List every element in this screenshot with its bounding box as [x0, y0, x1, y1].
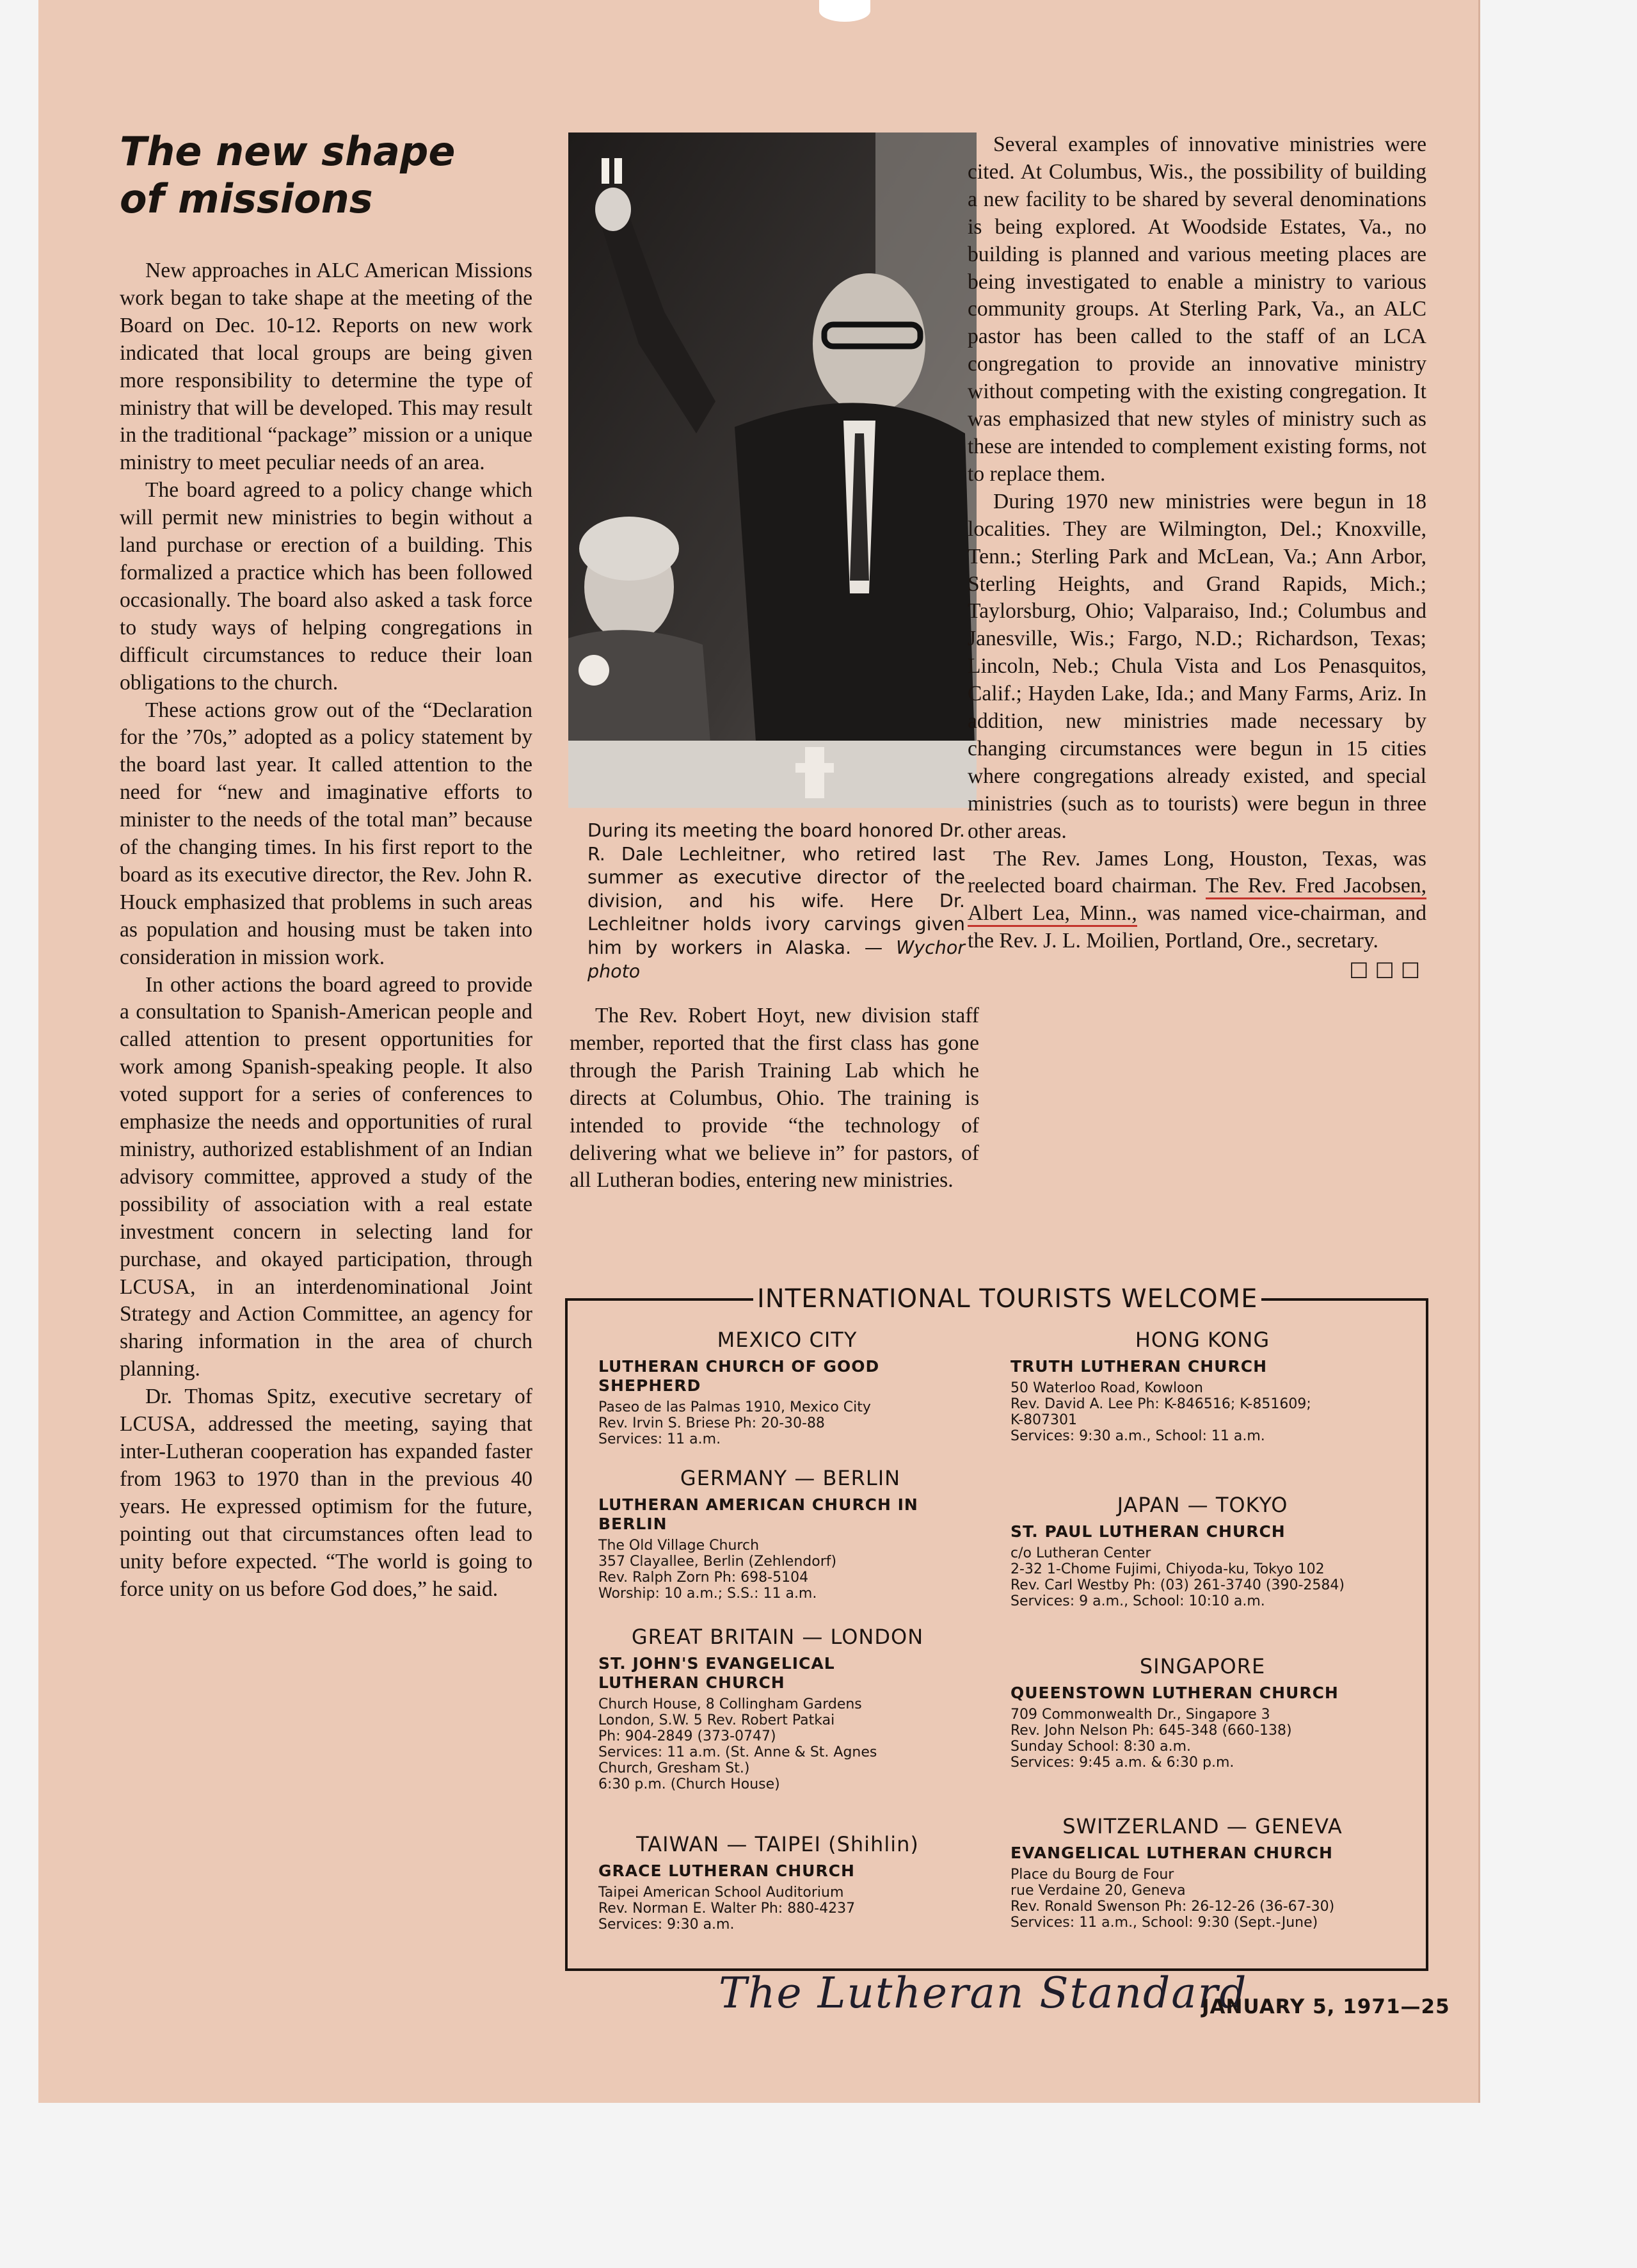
- tourists-welcome-box: [565, 1284, 1428, 1971]
- headline-line-2: of missions: [120, 175, 373, 222]
- listing-mexico-city: [598, 1328, 976, 1447]
- listing-line: Rev. Ralph Zorn Ph: 698-5104: [598, 1570, 809, 1586]
- torn-edge: [819, 0, 870, 22]
- listing-line: Taipei American School Auditorium: [598, 1885, 844, 1901]
- listing-taiwan-taipei: [598, 1832, 957, 1933]
- listing-line: Paseo de las Palmas 1910, Mexico City: [598, 1399, 871, 1415]
- listing-city: SINGAPORE: [1139, 1654, 1266, 1678]
- headline-line-1: The new shape: [120, 128, 456, 175]
- listing-germany-berlin: [598, 1466, 982, 1602]
- article-headline: [120, 128, 504, 223]
- listing-line: Rev. Carl Westby Ph: (03) 261-3740 (390-2584): [1010, 1577, 1345, 1593]
- photo-credit: Wychor photo: [587, 937, 965, 982]
- listing-line: Worship: 10 a.m.; S.S.: 11 a.m.: [598, 1586, 817, 1602]
- listing-line: Rev. Ronald Swenson Ph: 26-12-26 (36-67-30): [1010, 1899, 1335, 1915]
- listing-city: GERMANY — BERLIN: [680, 1466, 901, 1490]
- caption-text: During its meeting the board honored Dr. R. Dale Lechleitner, who retired last summer as executive director of the division, and his wife. Here Dr. Lechleitner holds ivory carvings given him by workers in Alaska. —: [587, 820, 965, 958]
- chairman-sentence: The Rev. James Long, Houston, Texas, was reelected board chairman.: [968, 846, 1426, 898]
- listing-church: EVANGELICAL LUTHERAN CHURCH: [1010, 1844, 1333, 1862]
- listing-church: ST. PAUL LUTHERAN CHURCH: [1010, 1522, 1286, 1541]
- listing-line: 6:30 p.m. (Church House): [598, 1776, 780, 1792]
- board-meeting-photo: [568, 133, 977, 808]
- end-marks: □□□: [1349, 956, 1426, 981]
- listing-city: JAPAN — TOKYO: [1117, 1493, 1288, 1517]
- listing-line: Services: 11 a.m., School: 9:30 (Sept.-June): [1010, 1915, 1318, 1931]
- listing-great-britain-london: [598, 1625, 957, 1792]
- paragraph: During 1970 new ministries were begun in 18 localities. They are Wilmington, Del.; Knoxville, Tenn.; Sterling Park and McLean, Va.; Ann Arbor, Sterling Heights, and Grand Rapids, Mich.; Taylorsburg, Ohio; Valparaiso, Ind.; Columbus and Janesville, Wis.; Fargo, N.D.; Richardson, Texas; Lincoln, Neb.; Chula Vista and Los Penasquitos, Calif.; Hayden Lake, Ida.; and Many Farms, Ariz. In addition, new ministries made necessary by changing circumstances were begun in 15 cities where congregations already existed, and special ministries (such as to tourists) were begun in three other areas.: [968, 489, 1426, 843]
- listing-line: Ph: 904-2849 (373-0747): [598, 1728, 776, 1744]
- listing-line: Rev. John Nelson Ph: 645-348 (660-138): [1010, 1723, 1292, 1739]
- magazine-clipping: [38, 0, 1480, 2103]
- handwritten-publication-name: The Lutheran Standard: [719, 1968, 1248, 2018]
- listing-line: The Old Village Church: [598, 1538, 760, 1554]
- paragraph: The Rev. Robert Hoyt, new division staff member, reported that the first class has gone through the Parish Training Lab which he directs at Columbus, Ohio. The training is intended to provide “the technology of delivering what we believe in” for pastors, of all Lutheran bodies, entering new ministries.: [570, 1004, 979, 1193]
- paragraph: Dr. Thomas Spitz, executive secretary of LCUSA, addressed the meeting, saying that inter-Lutheran cooperation has expanded faster from 1963 to 1970 than in the previous 40 years. He expressed optimism for the future, pointing out that circumstances often lead to unity before expected. “The world is going to force unity on us before God does,” he said.: [120, 1385, 532, 1601]
- photo-illustration: [568, 133, 977, 808]
- listing-city: HONG KONG: [1135, 1328, 1270, 1352]
- listing-line: 357 Clayallee, Berlin (Zehlendorf): [598, 1554, 837, 1570]
- listing-switzerland-geneva: [1010, 1814, 1394, 1931]
- listing-church: TRUTH LUTHERAN CHURCH: [1010, 1357, 1267, 1376]
- listing-church: GRACE LUTHERAN CHURCH: [598, 1862, 855, 1880]
- listing-line: Church, Gresham St.): [598, 1760, 750, 1776]
- article-column-2: [570, 1002, 979, 1194]
- paragraph: These actions grow out of the “Declaration for the ’70s,” adopted as a policy statement by the board last year. It called attention to the need for “new and imaginative efforts to minister to the needs of the total man” because of the changing times. In his first report to the board as its executive director, the Rev. John R. Houck emphasized that problems in such areas as population and housing must be taken into consideration in mission work.: [120, 698, 532, 969]
- listing-singapore: [1010, 1654, 1394, 1771]
- article-column-1: [120, 257, 532, 1603]
- listing-hong-kong: [1010, 1328, 1394, 1444]
- listing-city: MEXICO CITY: [717, 1328, 858, 1352]
- paragraph: The board agreed to a policy change which will permit new ministries to begin without a land purchase or erection of a building. This formalized a practice which has been followed occasionally. The board also asked a task force to study ways of helping congregations in difficult circumstances to reduce their loan obligations to the church.: [120, 478, 532, 695]
- listing-line: Rev. David A. Lee Ph: K-846516; K-851609;: [1010, 1396, 1311, 1412]
- listing-city: TAIWAN — TAIPEI (Shihlin): [636, 1832, 919, 1856]
- photo-caption: [587, 819, 965, 983]
- listing-line: rue Verdaine 20, Geneva: [1010, 1883, 1186, 1899]
- listing-line: Services: 9:45 a.m. & 6:30 p.m.: [1010, 1755, 1234, 1771]
- red-underlined-text: The Rev. Fred Jacobsen, Albert Lea, Minn.,: [968, 874, 1426, 927]
- listing-city: GREAT BRITAIN — LONDON: [631, 1625, 924, 1649]
- listing-line: 50 Waterloo Road, Kowloon: [1010, 1380, 1203, 1396]
- listing-church: QUEENSTOWN LUTHERAN CHURCH: [1010, 1684, 1339, 1702]
- listing-line: Rev. Norman E. Walter Ph: 880-4237: [598, 1901, 856, 1917]
- listing-line: c/o Lutheran Center: [1010, 1545, 1151, 1561]
- paragraph: New approaches in ALC American Missions work began to take shape at the meeting of the Board on Dec. 10-12. Reports on new work indicated that local groups are being given more responsibility to determine the type of ministry that will be developed. This may result in the traditional “package” mission or a unique ministry to meet peculiar needs of an area.: [120, 259, 532, 475]
- box-title: INTERNATIONAL TOURISTS WELCOME: [753, 1284, 1261, 1314]
- listing-line: London, S.W. 5 Rev. Robert Patkai: [598, 1712, 835, 1728]
- page-dateline: JANUARY 5, 1971—25: [1202, 1995, 1450, 2018]
- listing-line: Church House, 8 Collingham Gardens: [598, 1696, 862, 1712]
- listing-line: 2-32 1-Chome Fujimi, Chiyoda-ku, Tokyo 102: [1010, 1561, 1325, 1577]
- listing-line: Services: 9:30 a.m.: [598, 1917, 735, 1933]
- officers-sentence: was named vice-chairman, and the Rev. J. L. Moilien, Portland, Ore., secretary.: [968, 901, 1426, 953]
- listing-city: SWITZERLAND — GENEVA: [1062, 1814, 1343, 1838]
- listing-line: Sunday School: 8:30 a.m.: [1010, 1739, 1192, 1755]
- listing-church: ST. JOHN'S EVANGELICAL LUTHERAN CHURCH: [598, 1654, 835, 1692]
- listing-line: Services: 11 a.m. (St. Anne & St. Agnes: [598, 1744, 877, 1760]
- article-column-3: [968, 131, 1426, 983]
- paragraph-officers: [968, 846, 1426, 981]
- listing-line: 709 Commonwealth Dr., Singapore 3: [1010, 1707, 1270, 1723]
- listing-line: K-807301: [1010, 1412, 1078, 1428]
- listing-church: LUTHERAN CHURCH OF GOOD SHEPHERD: [598, 1357, 880, 1395]
- paragraph: In other actions the board agreed to provide a consultation to Spanish-American people and called attention to present opportunities for work among Spanish-speaking people. It also voted support for a series of conferences to emphasize the needs and opportunities of rural ministry, authorized establishment of an Indian advisory committee, approved a study of the possibility of association with a real estate investment concern in selecting land for purchase, and okayed participation, through LCUSA, in an interdenominational Joint Strategy and Action Committee, an agency for sharing information in the area of church planning.: [120, 972, 532, 1381]
- listing-japan-tokyo: [1010, 1493, 1394, 1609]
- listing-line: Services: 9:30 a.m., School: 11 a.m.: [1010, 1428, 1265, 1444]
- paragraph: Several examples of innovative ministries were cited. At Columbus, Wis., the possibility of building a new facility to be shared by several denominations is being explored. At Woodside Estates, Va., no building is planned and various meeting places are being investigated to enable a ministry to various community groups. At Sterling Park, Va., an ALC pastor has been called to the staff of an LCA congregation to provide an innovative ministry without competing with the existing congregation. It was emphasized that new styles of ministry such as these are intended to complement existing forms, not to replace them.: [968, 133, 1426, 486]
- listing-line: Place du Bourg de Four: [1010, 1867, 1174, 1883]
- listing-line: Rev. Irvin S. Briese Ph: 20-30-88: [598, 1415, 825, 1431]
- listing-line: Services: 11 a.m.: [598, 1431, 721, 1447]
- listing-line: Services: 9 a.m., School: 10:10 a.m.: [1010, 1593, 1265, 1609]
- listing-church: LUTHERAN AMERICAN CHURCH IN BERLIN: [598, 1495, 918, 1533]
